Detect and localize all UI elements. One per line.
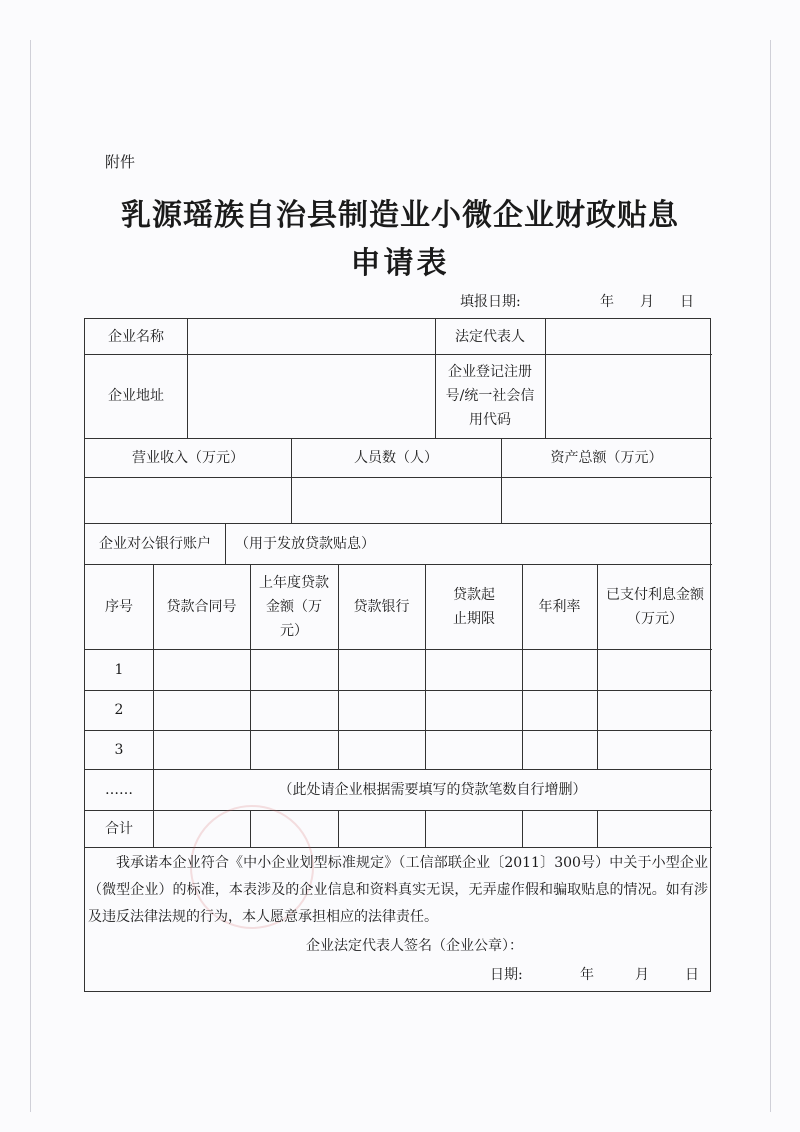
- bank-account-field[interactable]: [225, 523, 712, 564]
- registration-number-label: 企业登记注册号/统一社会信用代码: [445, 364, 535, 428]
- fill-date-month: 月: [640, 294, 654, 310]
- seq-header: 序号: [105, 598, 133, 615]
- interest-paid-header: 已支付利息金额（万元）: [606, 586, 704, 627]
- form-title: 乳源瑶族自治县制造业小微企业财政贴息: [121, 198, 679, 233]
- total-assets-header: 资产总额（万元）: [550, 449, 663, 466]
- staff-count-header: 人员数（人）: [354, 449, 438, 466]
- loan-period-header: 贷款起止期限: [453, 586, 495, 627]
- company-name-label: 企业名称: [108, 328, 164, 345]
- company-name-field[interactable]: [187, 319, 435, 354]
- ellipsis-row-label: ……: [105, 781, 133, 798]
- loan-amount-header: 上年度贷款金额（万元）: [259, 574, 329, 639]
- sign-date-label: 日期:: [490, 967, 523, 983]
- revenue-field[interactable]: [85, 477, 291, 523]
- legal-rep-label: 法定代表人: [455, 328, 525, 345]
- pledge-text: 我承诺本企业符合《中小企业划型标准规定》（工信部联企业〔2011〕300号）中关于小型企业（微型企业）的标准，本表涉及的企业信息和资料真实无误，无弄虚作假和骗取贴息的情况。如有涉及违反法律法规的行为，本人愿意承担相应的法律责任。: [88, 855, 708, 925]
- table-row-seq: 2: [114, 702, 124, 718]
- interest-rate-header: 年利率: [538, 598, 581, 615]
- total-row-label: 合计: [105, 820, 133, 837]
- sign-date-year: 年: [580, 967, 594, 983]
- table-row-seq: 1: [114, 661, 124, 678]
- signature-label: 企业法定代表人签名（企业公章）：: [306, 938, 523, 954]
- bank-account-label: 企业对公银行账户: [99, 535, 211, 552]
- fill-date-day: 日: [680, 294, 694, 310]
- revenue-header: 营业收入（万元）: [132, 449, 244, 466]
- total-assets-field[interactable]: [501, 477, 712, 523]
- contract-no-header: 贷款合同号: [166, 598, 237, 615]
- attachment-label: 附件: [105, 153, 136, 171]
- fill-date-label: 填报日期:: [460, 294, 521, 310]
- table-row-seq: 3: [114, 741, 124, 758]
- sign-date-month: 月: [635, 967, 649, 983]
- loan-bank-header: 贷款银行: [353, 598, 410, 615]
- ellipsis-row-note: （此处请企业根据需要填写的贷款笔数自行增删）: [278, 781, 587, 798]
- registration-number-field[interactable]: [545, 354, 712, 438]
- company-address-field[interactable]: [187, 354, 435, 438]
- legal-rep-field[interactable]: [545, 319, 712, 354]
- form-subtitle: 申请表: [350, 246, 450, 281]
- pledge-statement: [88, 850, 708, 931]
- bank-account-note: （用于发放贷款贴息）: [235, 535, 375, 552]
- fill-date-year: 年: [600, 294, 614, 310]
- company-address-label: 企业地址: [108, 388, 164, 404]
- sign-date-day: 日: [685, 967, 699, 983]
- staff-count-field[interactable]: [291, 477, 501, 523]
